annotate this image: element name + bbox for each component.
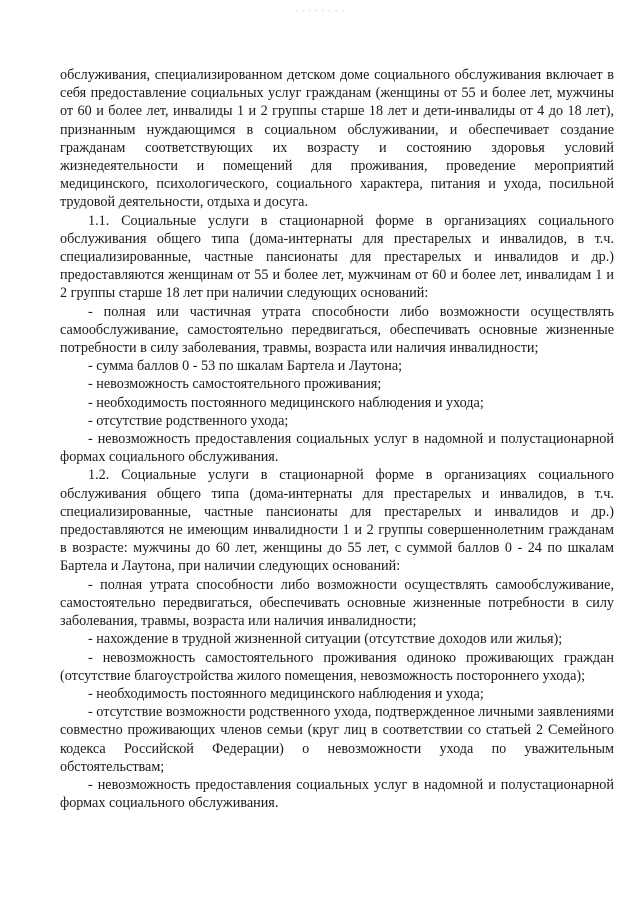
list-item: - невозможность самостоятельного проживания; [88, 376, 382, 393]
paragraph-intro: обслуживания, специализированном детском доме социального обслуживания включает в себя предоставление социальных услуг гражданам (женщины от 55 и более лет, мужчины от 60 и более лет, инвалиды 1 и 2 группы старше 18 лет и дети-инвалиды от 4 до 18 лет), признанным нуждающимся в социальном обслуживании, и обеспечивает создание гражданам соответствующих их возрасту и состоянию здоровья условий жизнедеятельности и помещений для проживания, проведение мероприятий медицинского, психологического, социального характера, питания и ухода, посильной трудовой деятельности, отдыха и досуга. [60, 67, 614, 211]
list-item: - сумма баллов 0 - 53 по шкалам Бартела и Лаутона; [88, 358, 403, 375]
paragraph-section-1-1: 1.1. Социальные услуги в стационарной форме в организациях социального обслуживания общего типа (дома-интернаты для престарелых и инвалидов, в т.ч. специализированные, частные пансионаты для престарелых и инвалидов и др.) предоставляются женщинам от 55 и более лет, мужчинам от 60 и более лет, инвалидам 1 и 2 группы старше 18 лет при наличии следующих оснований: [60, 212, 614, 302]
list-item: - полная или частичная утрата способности либо возможности осуществлять самообслуживание, самостоятельно передвигаться, обеспечивать основные жизненные потребности в силу заболевания, травмы, возраста или наличия инвалидности; [60, 303, 614, 357]
list-item: - нахождение в трудной жизненной ситуации (отсутствие доходов или жилья); [88, 631, 563, 648]
list-item: - отсутствие родственного ухода; [88, 412, 289, 429]
paragraph-section-1-2: 1.2. Социальные услуги в стационарной форме в организациях социального обслуживания общего типа (дома-интернаты для престарелых и инвалидов, в т.ч. специализированные, частные пансионаты для престарелых и инвалидов и др.) предоставляются не имеющим инвалидности 1 и 2 группы совершеннолетним гражданам в возрасте: мужчины до 60 лет, женщины до 55 лет, с суммой баллов 0 - 24 по шкалам Бартела и Лаутона, при наличии следующих оснований: [60, 467, 614, 575]
list-item: - невозможность предоставления социальных услуг в надомной и полустационарной формах социального обслуживания. [60, 431, 614, 466]
list-item: - необходимость постоянного медицинского наблюдения и ухода; [88, 685, 484, 702]
document-body [60, 66, 614, 812]
list-item: - необходимость постоянного медицинского наблюдения и ухода; [88, 394, 484, 411]
list-item: - невозможность самостоятельного проживания одиноко проживающих граждан (отсутствие благоустройства жилого помещения, невозможность постороннего ухода); [60, 649, 614, 684]
list-item: - полная утрата способности либо возможности осуществлять самообслуживание, самостоятельно передвигаться, обеспечивать основные жизненные потребности в силу заболевания, травмы, возраста или наличия инвалидности; [60, 576, 614, 630]
list-item: - отсутствие возможности родственного ухода, подтвержденное личными заявлениями совместно проживающих членов семьи (круг лиц в соответствии со статьей 2 Семейного кодекса Российской Федерации) о невозможности ухода по уважительным обстоятельствам; [60, 704, 614, 775]
list-item: - невозможность предоставления социальных услуг в надомной и полустационарной формах социального обслуживания. [60, 776, 614, 812]
header-mark: - - - - - - - - [294, 6, 346, 15]
